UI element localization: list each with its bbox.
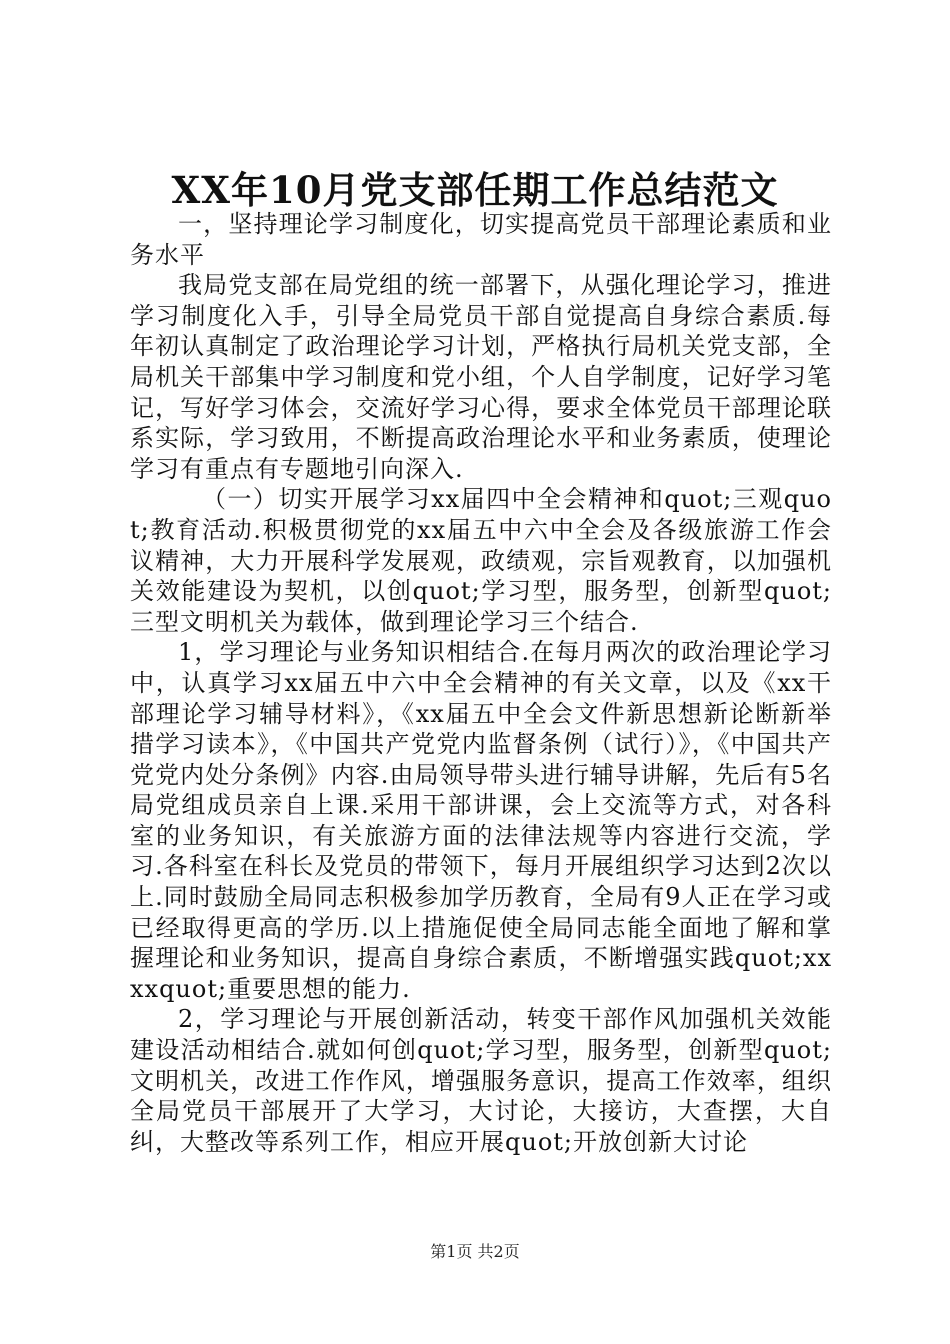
page-number: 第1页 共2页 — [430, 1242, 520, 1261]
paragraph: （一）切实开展学习xx届四中全会精神和quot;三观quot;教育活动.积极贯彻党的xx届五中六中全会及各级旅游工作会议精神，大力开展科学发展观，政绩观，宗旨观教育，以加强机关效能建设为契机，以创quot;学习型，服务型，创新型quot;三型文明机关为载体，做到理论学习三个结合. — [130, 485, 832, 636]
document-title: XX年10月党支部任期工作总结范文 — [171, 168, 779, 212]
paragraph: 我局党支部在局党组的统一部署下，从强化理论学习，推进学习制度化入手，引导全局党员干部自觉提高自身综合素质.每年初认真制定了政治理论学习计划，严格执行局机关党支部，全局机关干部集中学习制度和党小组，个人自学制度，记好学习笔记，写好学习体会，交流好学习心得，要求全体党员干部理论联系实际，学习致用，不断提高政治理论水平和业务素质，使理论学习有重点有专题地引向深入. — [130, 271, 832, 483]
paragraph: 2，学习理论与开展创新活动，转变干部作风加强机关效能建设活动相结合.就如何创quot;学习型，服务型，创新型quot;文明机关，改进工作作风，增强服务意识，提高工作效率，组织全局党员干部展开了大学习，大讨论，大接访，大查摆，大自纠，大整改等系列工作，相应开展quot;开放创新大讨论 — [130, 1005, 832, 1156]
document-body — [130, 209, 832, 1157]
paragraph: 1，学习理论与业务知识相结合.在每月两次的政治理论学习中，认真学习xx届五中六中全会精神的有关文章，以及《xx干部理论学习辅导材料》，《xx届五中全会文件新思想新论断新举措学习读本》，《中国共产党党内监督条例（试行）》，《中国共产党党内处分条例》内容.由局领导带头进行辅导讲解，先后有5名局党组成员亲自上课.采用干部讲课，会上交流等方式，对各科室的业务知识，有关旅游方面的法律法规等内容进行交流，学习.各科室在科长及党员的带领下，每月开展组织学习达到2次以上.同时鼓励全局同志积极参加学历教育，全局有9人正在学习或已经取得更高的学历.以上措施促使全局同志能全面地了解和掌握理论和业务知识，提高自身综合素质，不断增强实践quot;xxxxquot;重要思想的能力. — [130, 638, 832, 1003]
paragraph: 一，坚持理论学习制度化，切实提高党员干部理论素质和业务水平 — [130, 210, 832, 269]
